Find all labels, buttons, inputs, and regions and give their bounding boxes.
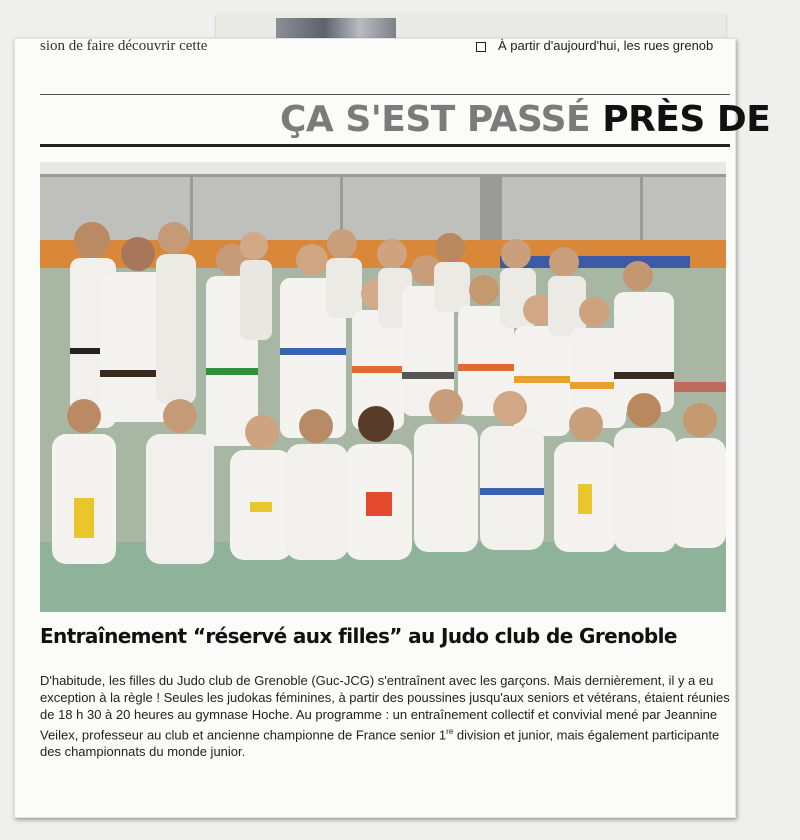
article-body: [40, 672, 730, 760]
section-rule-top: [40, 94, 730, 95]
next-article-teaser: [476, 38, 730, 53]
article-body-part2: division et junior, mais également participante des championnats du monde junior.: [40, 727, 720, 760]
section-heading-part1: ÇA S'EST PASSÉ: [280, 99, 591, 140]
article-body-part1: D'habitude, les filles du Judo club de Grenoble (Guc-JCG) s'entraînent avec les garçons. Mais dernièrement, il y a eu exception à la règle ! Seules les judokas féminines, à partir des poussines jusqu'aux seniors et vétérans, étaient réunies de 18 h 30 à 20 heures au gymnase Hoche. Au programme : un entraînement collectif et convivial mené par Jeannine Veilex, professeur au club et ancienne championne de France senior 1: [40, 673, 730, 743]
group-photo-icon: [40, 162, 726, 612]
article-headline: Entraînement “réservé aux filles” au Judo club de Grenoble: [40, 624, 677, 648]
bullet-square-icon: [476, 42, 486, 52]
section-heading: [280, 96, 771, 144]
section-rule-bottom: [40, 144, 730, 147]
section-heading-part2: PRÈS DE: [602, 99, 771, 140]
article-body-superscript: re: [446, 727, 454, 736]
judo-group-photo: [40, 162, 726, 612]
previous-article-fragment: sion de faire découvrir cette: [40, 38, 208, 54]
teaser-text: À partir d'aujourd'hui, les rues grenob: [498, 38, 714, 53]
